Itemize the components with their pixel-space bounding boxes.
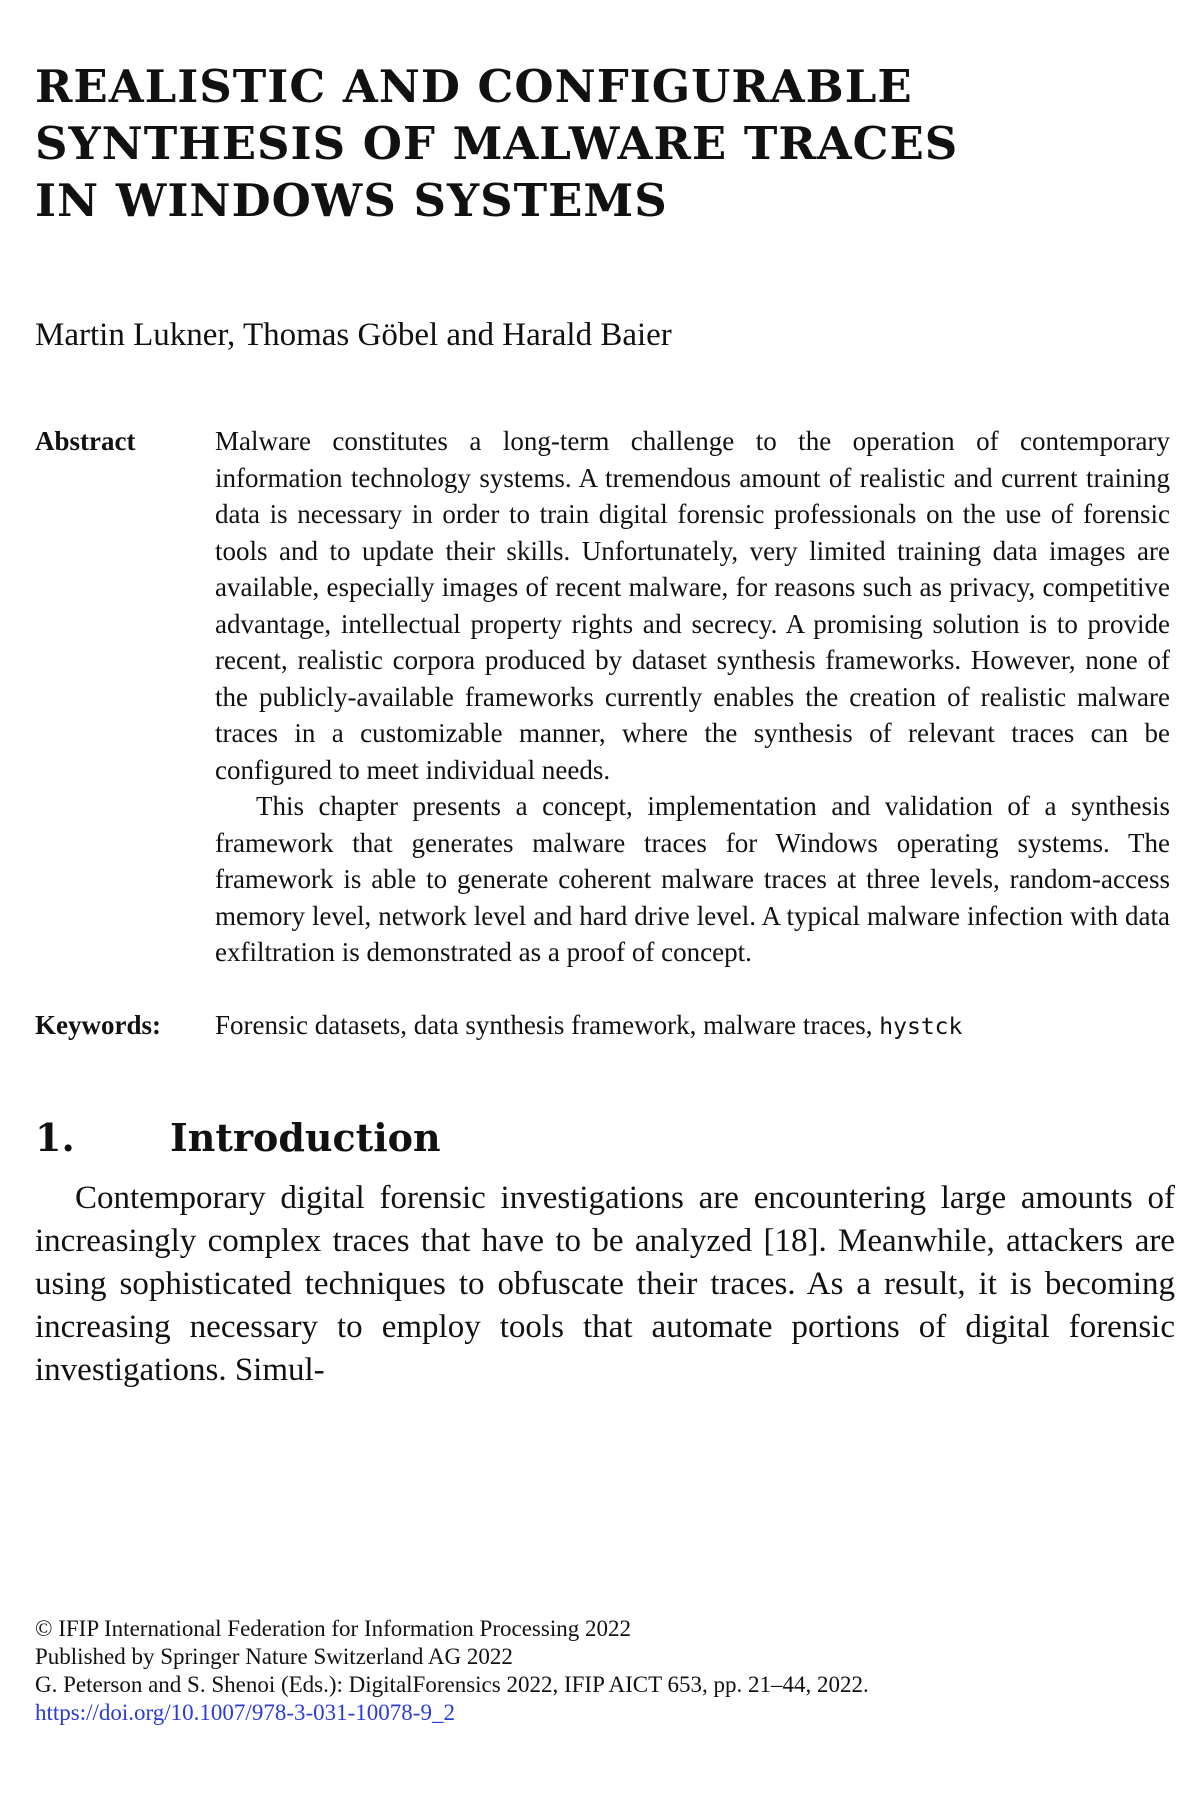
abstract-section (35, 423, 1175, 971)
abstract-body (215, 423, 1170, 971)
title-line: SYNTHESIS OF MALWARE TRACES (35, 117, 959, 170)
copyright-line: © IFIP International Federation for Information Processing 2022 (35, 1616, 631, 1641)
keywords-text: Forensic datasets, data synthesis framework, malware traces, (215, 1009, 873, 1040)
abstract-label: Abstract (35, 426, 136, 456)
keywords-label: Keywords: (35, 1009, 161, 1040)
title-line: IN WINDOWS SYSTEMS (35, 174, 668, 227)
abstract-paragraph: This chapter presents a concept, implementation and validation of a synthesis framework that generates malware traces for Windows operating systems. The framework is able to generate coherent malware traces at three levels, random-access memory level, network level and hard drive level. A typical malware infection with data exfiltration is demonstrated as a proof of concept. (215, 791, 1170, 967)
section-heading (35, 1113, 1175, 1163)
paper-page (35, 58, 1175, 1392)
section-title: Introduction (170, 1115, 441, 1160)
keywords-body (215, 1007, 1170, 1046)
paper-title (35, 58, 1175, 229)
introduction-paragraph: Contemporary digital forensic investigations are encountering large amounts of increasingly complex traces that have to be analyzed [18]. Meanwhile, attackers are using sophisticated techniques to obfuscate their traces. As a result, it is becoming increasing necessary to employ tools that automate portions of digital forensic investigations. Simul- (35, 1180, 1175, 1388)
keywords-section (35, 1007, 1175, 1046)
footer-notice (35, 1615, 1175, 1727)
author-list: Martin Lukner, Thomas Göbel and Harald Baier (35, 317, 672, 353)
citation-line: G. Peterson and S. Shenoi (Eds.): DigitalForensics 2022, IFIP AICT 653, pp. 21–44, 2022. (35, 1672, 869, 1697)
title-line: REALISTIC AND CONFIGURABLE (35, 60, 913, 113)
doi-link[interactable]: https://doi.org/10.1007/978-3-031-10078-9_2 (35, 1700, 455, 1725)
abstract-paragraph: Malware constitutes a long-term challenge to the operation of contemporary information technology systems. A tremendous amount of realistic and current training data is necessary in order to train digital forensic professionals on the use of forensic tools and to update their skills. Unfortunately, very limited training data images are available, especially images of recent malware, for reasons such as privacy, competitive advantage, intellectual property rights and secrecy. A promising solution is to provide recent, realistic corpora produced by dataset synthesis frameworks. However, none of the publicly-available frameworks currently enables the creation of realistic malware traces in a customizable manner, where the synthesis of relevant traces can be configured to meet individual needs. (215, 426, 1170, 785)
section-number: 1. (35, 1115, 75, 1160)
keyword-code: hystck (879, 1013, 963, 1040)
publisher-line: Published by Springer Nature Switzerland AG 2022 (35, 1644, 513, 1669)
